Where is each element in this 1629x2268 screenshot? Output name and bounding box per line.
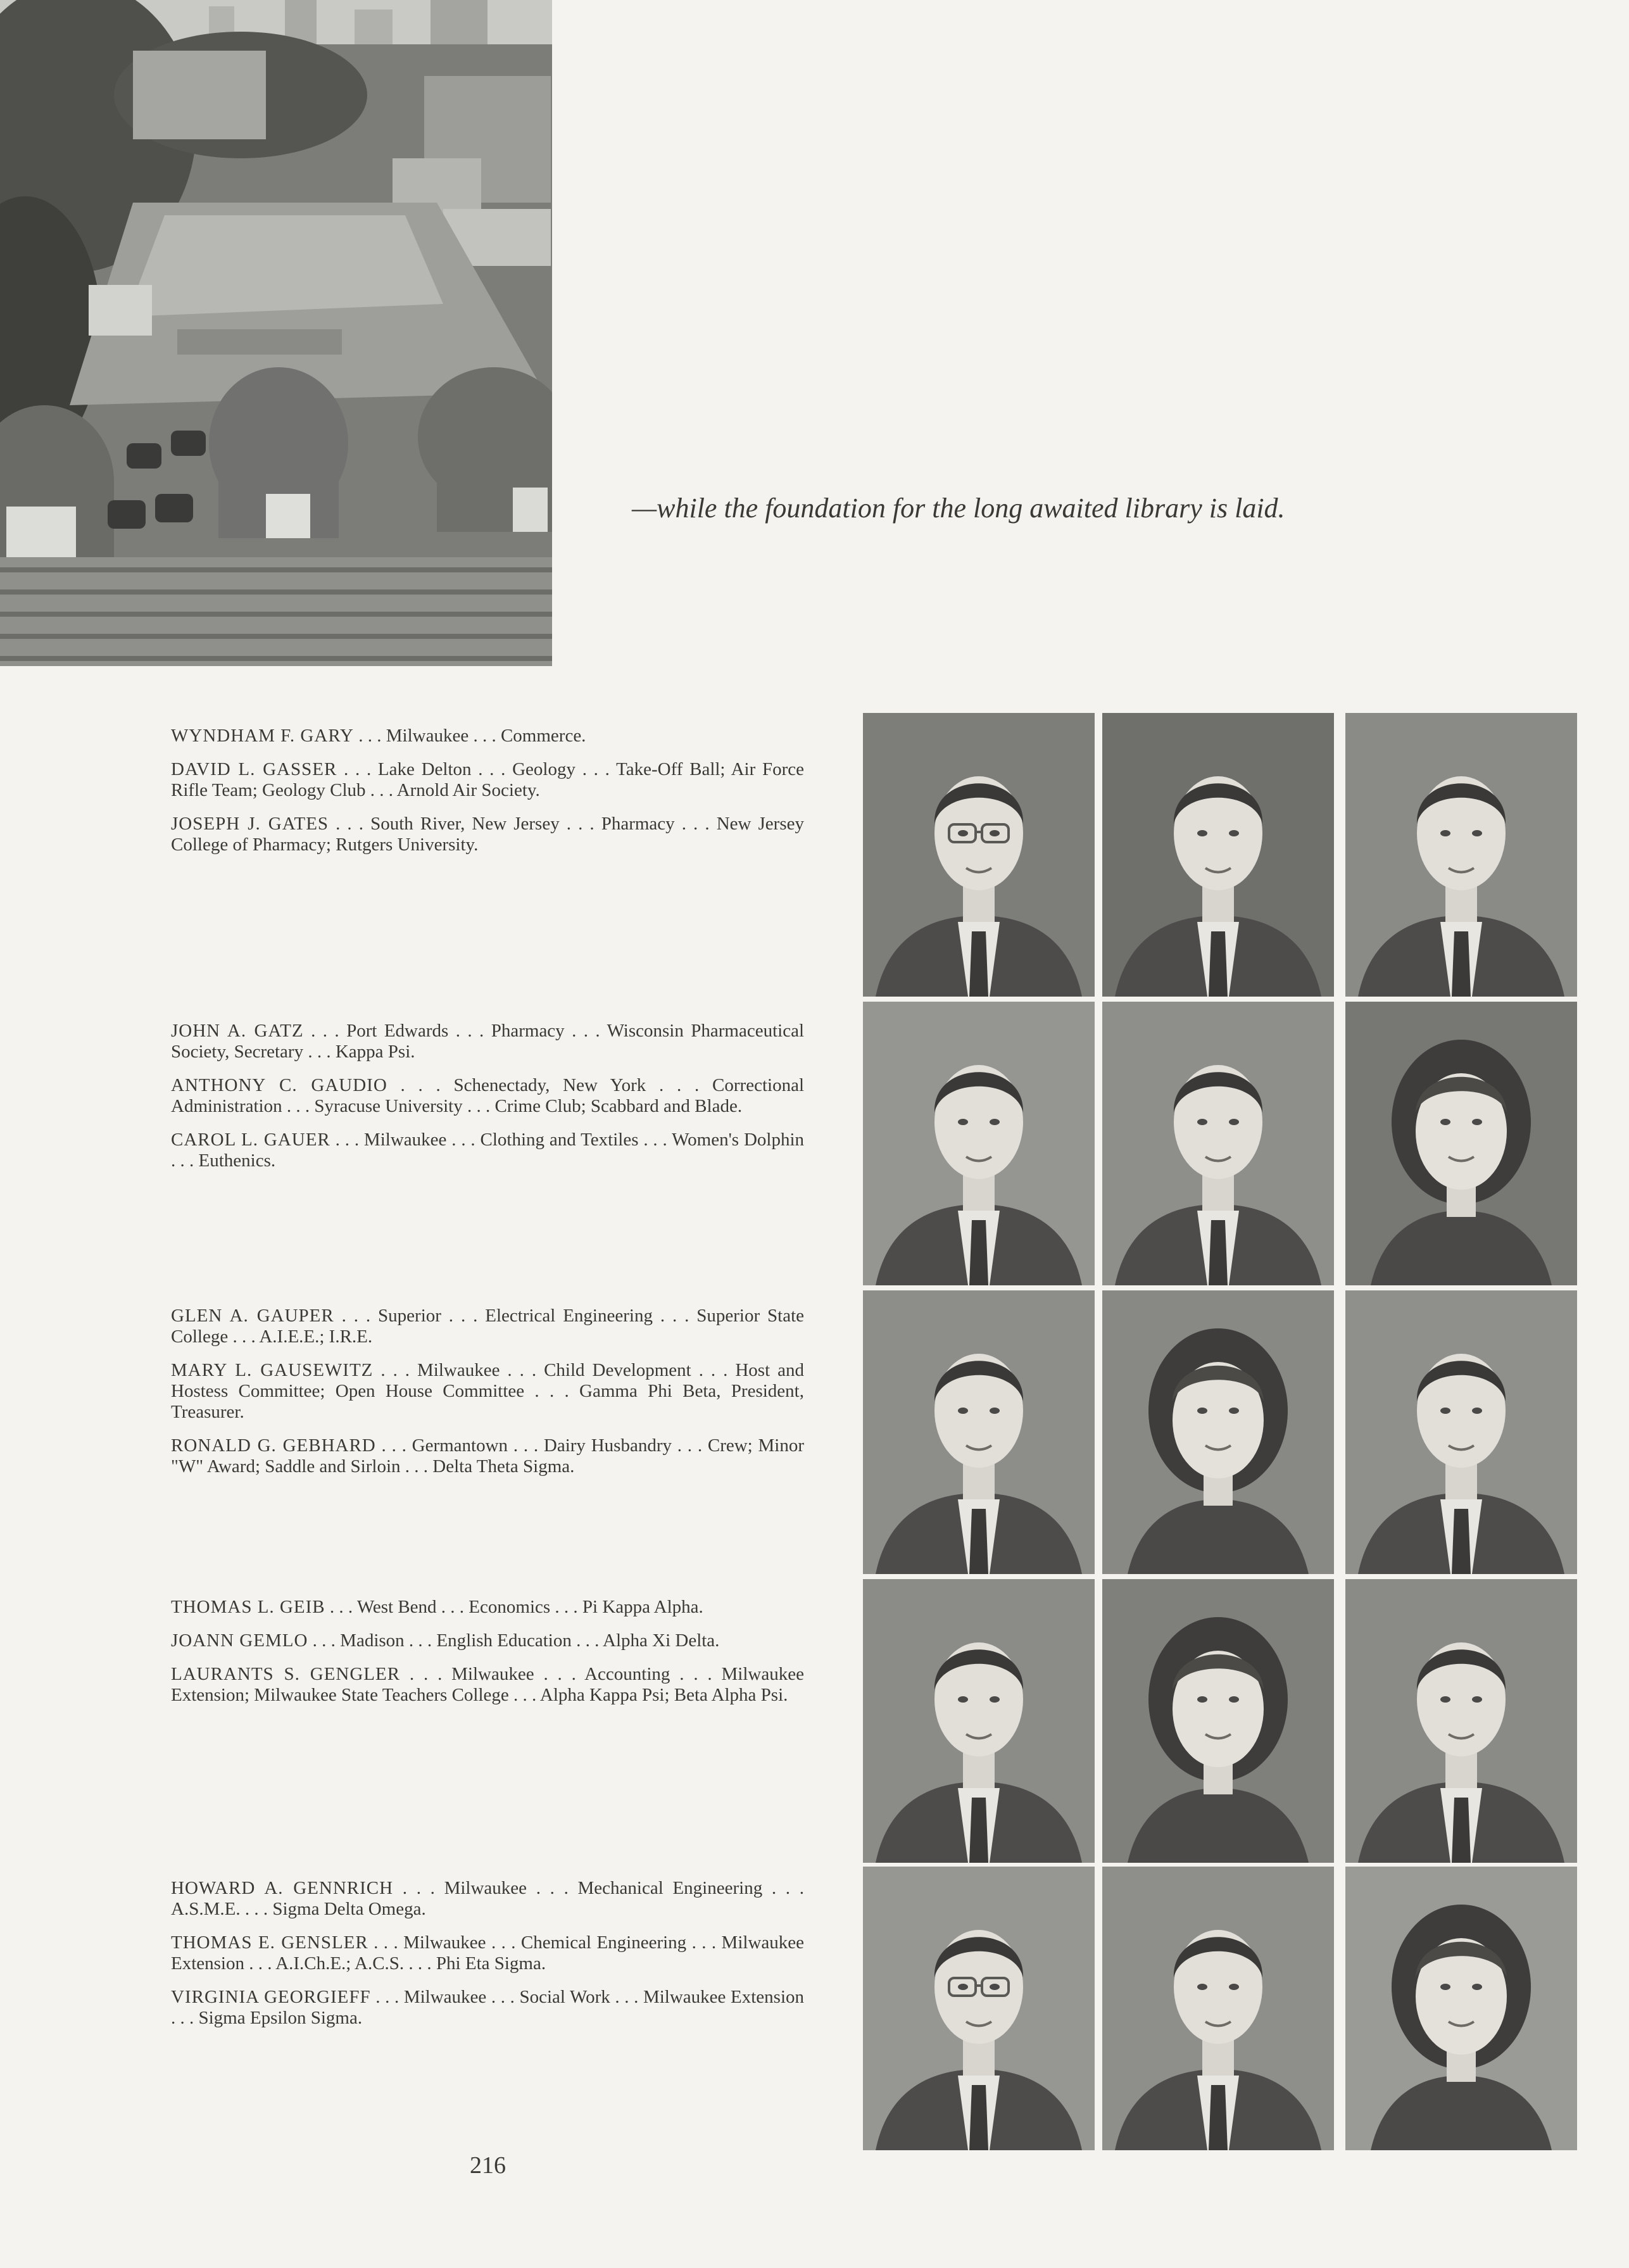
bio-entry xyxy=(171,1987,804,2029)
bio-entry xyxy=(171,1306,804,1347)
student-portrait xyxy=(1102,713,1334,997)
student-details: . . . Milwaukee . . . Mechanical Engineering . . . A.S.M.E. . . . Sigma Delta Omega. xyxy=(171,1878,804,1919)
bio-entry xyxy=(171,814,804,855)
bio-group-5 xyxy=(171,1878,804,2041)
bio-entry xyxy=(171,1435,804,1477)
student-name: DAVID L. GASSER xyxy=(171,759,337,779)
bio-entry xyxy=(171,1630,804,1651)
photo-caption: —while the foundation for the long awaited library is laid. xyxy=(632,493,1285,524)
student-portrait xyxy=(1345,713,1577,997)
bio-group-1 xyxy=(171,726,804,868)
bio-group-2 xyxy=(171,1021,804,1184)
student-name: GLEN A. GAUPER xyxy=(171,1306,334,1326)
student-name: HOWARD A. GENNRICH xyxy=(171,1878,394,1898)
student-portrait xyxy=(1102,1579,1334,1863)
bio-entry xyxy=(171,1664,804,1706)
student-name: WYNDHAM F. GARY xyxy=(171,726,354,746)
student-name: JOANN GEMLO xyxy=(171,1630,308,1651)
student-details: . . . Milwaukee . . . Clothing and Textiles . . . Women's Dolphin . . . Euthenics. xyxy=(171,1130,804,1171)
student-details: . . . Madison . . . English Education . . . Alpha Xi Delta. xyxy=(308,1630,720,1651)
student-details: . . . West Bend . . . Economics . . . Pi Kappa Alpha. xyxy=(325,1597,703,1617)
student-name: RONALD G. GEBHARD xyxy=(171,1435,376,1456)
student-name: VIRGINIA GEORGIEFF xyxy=(171,1987,371,2007)
student-details: . . . Port Edwards . . . Pharmacy . . . Wisconsin Pharmaceutical Society, Secretary . . . Kappa Psi. xyxy=(171,1021,805,1062)
student-portrait xyxy=(1345,1002,1577,1285)
student-details: . . . Milwaukee . . . Child Development . . . Host and Hostess Committee; Open House Committee . . . Gamma Phi Beta, President, Treasurer. xyxy=(171,1360,804,1422)
student-name: JOHN A. GATZ xyxy=(171,1021,304,1041)
portrait-grid xyxy=(863,713,1577,2150)
bio-entry xyxy=(171,1130,804,1171)
student-portrait xyxy=(863,1290,1095,1574)
student-portrait xyxy=(1345,1579,1577,1863)
student-details: . . . Lake Delton . . . Geology . . . Take-Off Ball; Air Force Rifle Team; Geology Club . . . Arnold Air Society. xyxy=(171,759,805,800)
student-details: . . . Milwaukee . . . Chemical Engineering . . . Milwaukee Extension . . . A.I.Ch.E.; A.C.S. . . . Phi Eta Sigma. xyxy=(171,1932,804,1974)
campus-construction-photo xyxy=(0,0,552,666)
student-name: THOMAS L. GEIB xyxy=(171,1597,325,1617)
student-details: . . . Milwaukee . . . Commerce. xyxy=(354,726,586,746)
student-name: THOMAS E. GENSLER xyxy=(171,1932,368,1953)
bio-entry xyxy=(171,1878,804,1920)
student-portrait xyxy=(1345,1290,1577,1574)
student-name: ANTHONY C. GAUDIO xyxy=(171,1075,387,1095)
student-details: . . . Milwaukee . . . Accounting . . . Milwaukee Extension; Milwaukee State Teachers College . . . Alpha Kappa Psi; Beta Alpha Psi. xyxy=(171,1664,804,1705)
bio-entry xyxy=(171,1597,804,1618)
student-details: . . . South River, New Jersey . . . Pharmacy . . . New Jersey College of Pharmacy; Rutgers University. xyxy=(171,814,804,855)
student-name: JOSEPH J. GATES xyxy=(171,814,329,834)
student-portrait xyxy=(863,713,1095,997)
page-number: 216 xyxy=(470,2152,506,2179)
student-name: LAURANTS S. GENGLER xyxy=(171,1664,401,1684)
student-name: MARY L. GAUSEWITZ xyxy=(171,1360,374,1380)
student-portrait xyxy=(863,1867,1095,2150)
student-portrait xyxy=(1345,1867,1577,2150)
bio-entry xyxy=(171,1075,804,1117)
bio-entry xyxy=(171,1360,804,1423)
student-portrait xyxy=(863,1579,1095,1863)
student-portrait xyxy=(1102,1290,1334,1574)
bio-group-4 xyxy=(171,1597,804,1718)
bio-group-3 xyxy=(171,1306,804,1490)
bio-entry xyxy=(171,1021,804,1062)
student-details: . . . Schenectady, New York . . . Correctional Administration . . . Syracuse University . . . Crime Club; Scabbard and Blade. xyxy=(171,1075,804,1116)
student-portrait xyxy=(1102,1002,1334,1285)
bio-entry xyxy=(171,726,804,747)
student-details: . . . Germantown . . . Dairy Husbandry . . . Crew; Minor "W" Award; Saddle and Sirloin . . . Delta Theta Sigma. xyxy=(171,1435,804,1477)
student-portrait xyxy=(863,1002,1095,1285)
student-name: CAROL L. GAUER xyxy=(171,1130,330,1150)
student-portrait xyxy=(1102,1867,1334,2150)
student-details: . . . Superior . . . Electrical Engineering . . . Superior State College . . . A.I.E.E.; I.R.E. xyxy=(171,1306,805,1347)
bio-entry xyxy=(171,1932,804,1974)
student-details: . . . Milwaukee . . . Social Work . . . Milwaukee Extension . . . Sigma Epsilon Sigma. xyxy=(171,1987,805,2028)
bio-entry xyxy=(171,759,804,801)
